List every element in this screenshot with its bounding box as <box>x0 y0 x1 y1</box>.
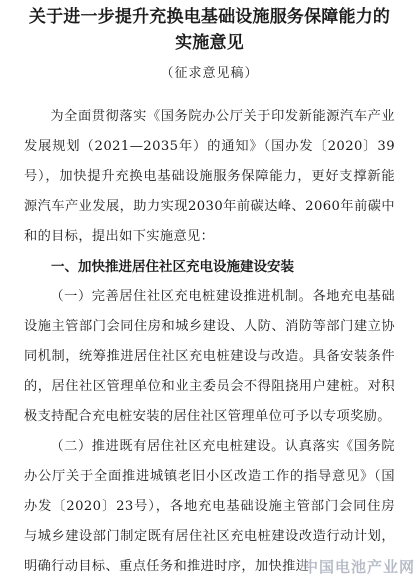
section-item-paragraph: （一）完善居住社区充电桩建设推进机制。各地充电基础设施主管部门会同住房和城乡建设、人防、消防等部门建立协同机制，统筹推进居住社区充电桩建设与改造。具备安装条件的，居住社区管理单位和业主委员会不得阻挠用户建桩。对积极支持配合充电桩安装的居住社区管理单位可予以专项奖励。 <box>24 289 395 424</box>
watermark-logo: 中国电池产业网 <box>302 558 415 576</box>
document-subtitle: （征求意见稿） <box>160 66 259 81</box>
section-item-paragraph: （二）推进既有居住社区充电桩建设。认真落实《国务院办公厅关于全面推进城镇老旧小区改造工作的指导意见》（国办发〔2020〕23号），各地充电基础设施主管部门会同住房与城乡建设部门制定既有居住社区充电桩建设改造行动计划，明确行动目标、重点任务和推进时序，加快推进 <box>24 439 395 574</box>
document-title: 关于进一步提升充换电基础设施服务保障能力的实施意见 <box>28 7 391 53</box>
section-heading: 一、加快推进居住社区充电设施建设安装 <box>51 259 294 275</box>
intro-paragraph: 为全面贯彻落实《国务院办公厅关于印发新能源汽车产业发展规划（2021—2035年）的通知》（国办发〔2020〕39号），加快提升充换电基础设施服务保障能力，更好支撑新能源汽车产业发展，助力实现2030年前碳达峰、2060年前碳中和的目标，提出如下实施意见： <box>24 109 395 244</box>
